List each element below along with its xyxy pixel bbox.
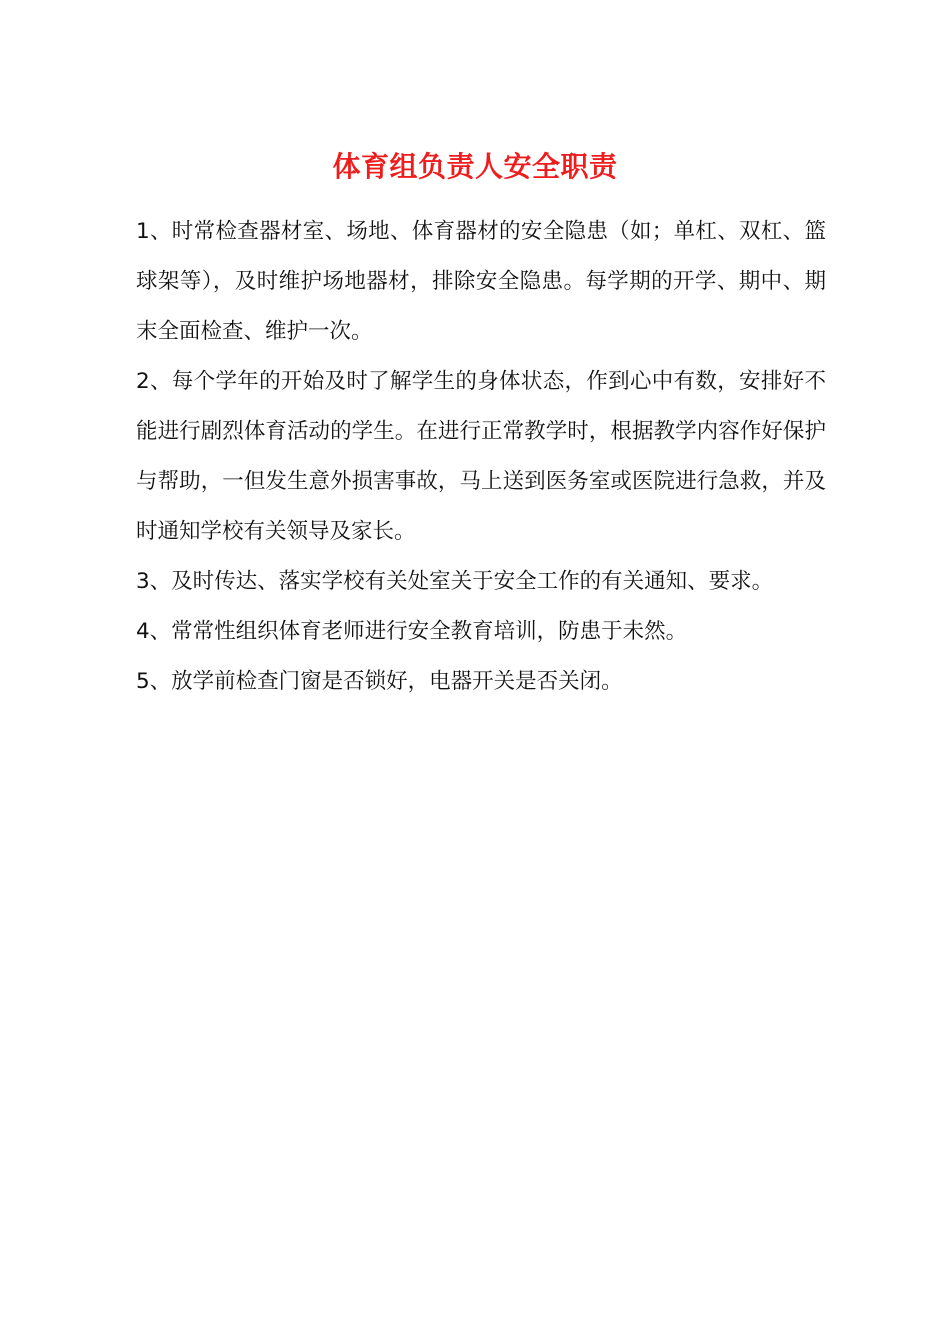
responsibility-item-5: 5、放学前检查门窗是否锁好，电器开关是否关闭。 — [136, 669, 623, 694]
responsibility-item-1: 1、时常检查器材室、场地、体育器材的安全隐患（如；单杠、双杠、篮球架等），及时维护场地器材，排除安全隐患。每学期的开学、期中、期末全面检查、维护一次。 — [136, 219, 826, 344]
document-body — [136, 207, 826, 707]
responsibility-item-3: 3、及时传达、落实学校有关处室关于安全工作的有关通知、要求。 — [136, 569, 774, 594]
responsibility-item-4: 4、常常性组织体育老师进行安全教育培训，防患于未然。 — [136, 619, 688, 644]
responsibility-item-2: 2、每个学年的开始及时了解学生的身体状态，作到心中有数，安排好不能进行剧烈体育活动的学生。在进行正常教学时，根据教学内容作好保护与帮助，一但发生意外损害事故，马上送到医务室或医院进行急救，并及时通知学校有关领导及家长。 — [136, 369, 826, 544]
document-title: 体育组负责人安全职责 — [332, 149, 618, 183]
